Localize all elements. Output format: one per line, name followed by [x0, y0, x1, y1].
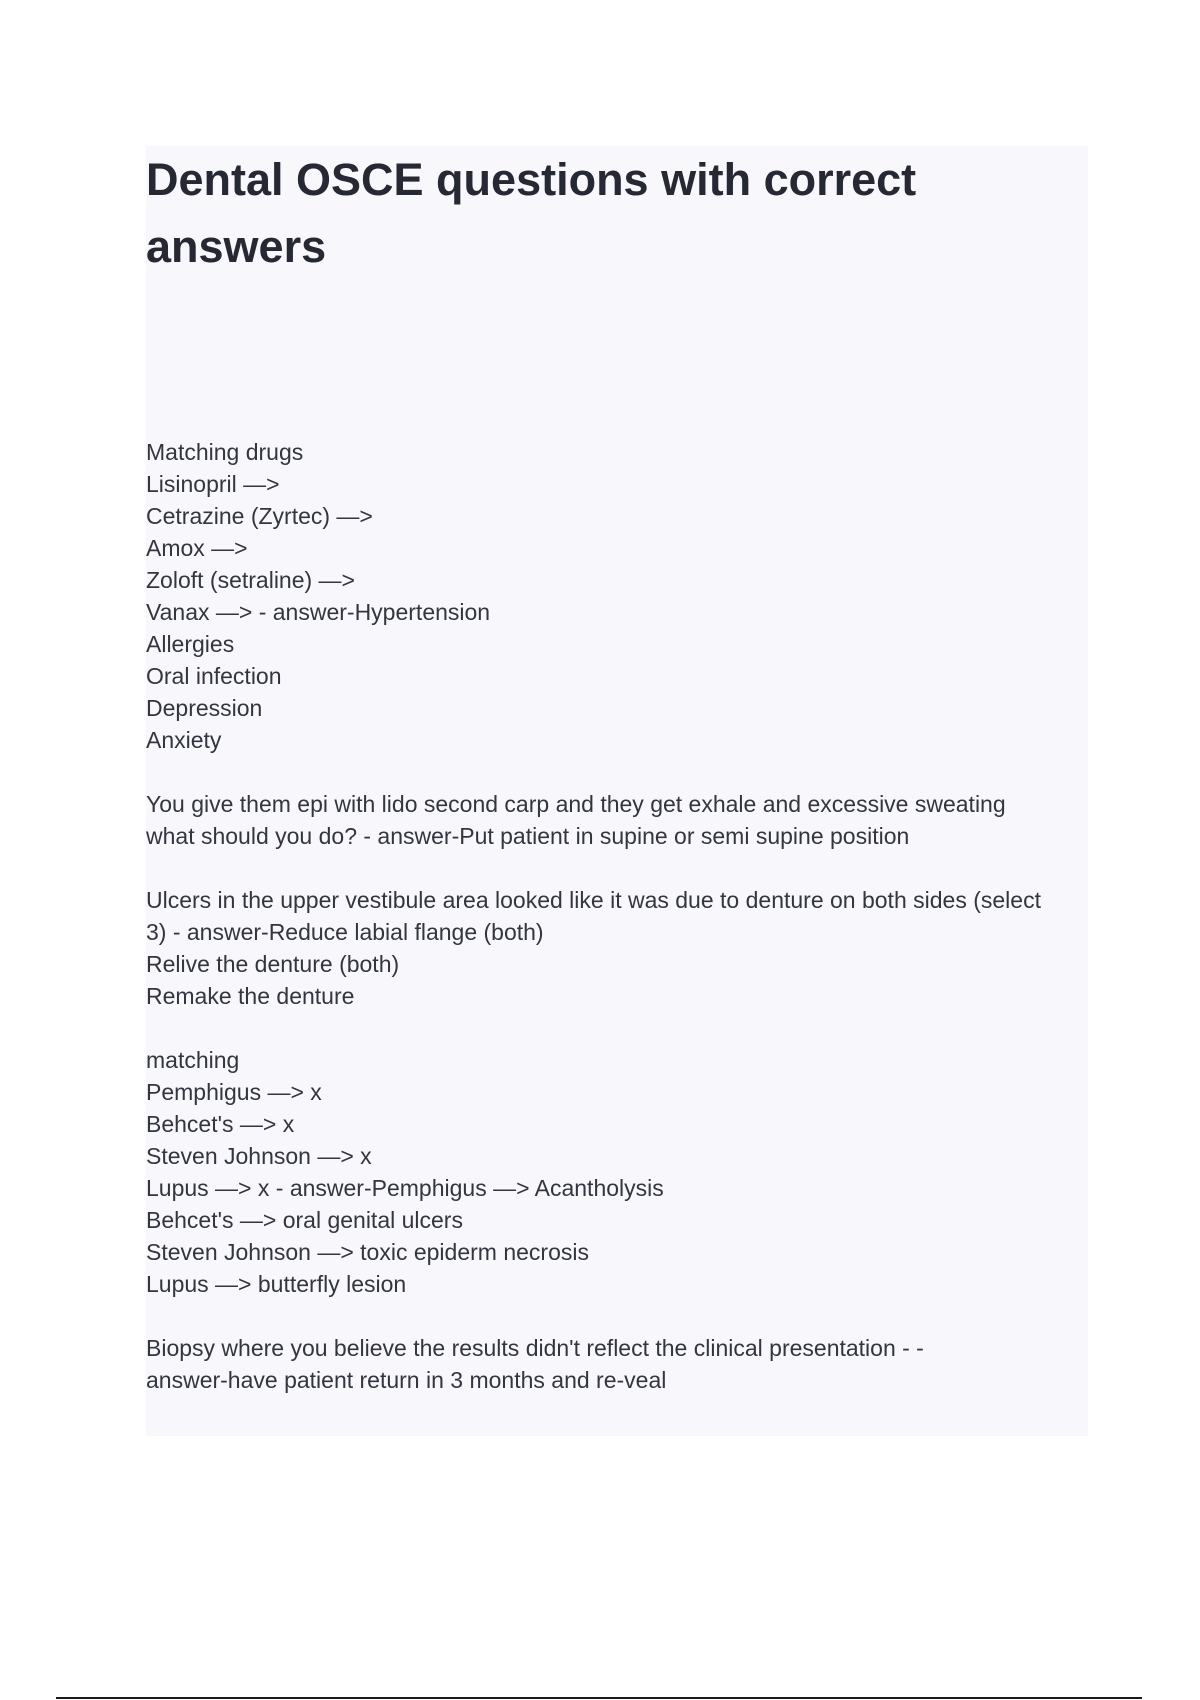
- text-line: Depression: [146, 695, 263, 721]
- text-line: Matching drugs: [146, 439, 304, 465]
- text-line: Lupus —> butterfly lesion: [146, 1271, 407, 1297]
- text-line: Behcet's —> x: [146, 1111, 295, 1137]
- text-line: matching: [146, 1047, 240, 1073]
- text-line: 3) - answer-Reduce labial flange (both): [146, 919, 544, 945]
- text-line: Zoloft (setraline) —>: [146, 567, 355, 593]
- footer-divider: [56, 1697, 1142, 1699]
- question-block: [146, 788, 1088, 852]
- text-line: Amox —>: [146, 535, 248, 561]
- text-line: Lupus —> x - answer-Pemphigus —> Acantholysis: [146, 1175, 664, 1201]
- text-line: Steven Johnson —> x: [146, 1143, 372, 1169]
- text-line: Anxiety: [146, 727, 222, 753]
- question-block: [146, 1044, 1088, 1300]
- text-line: Remake the denture: [146, 983, 355, 1009]
- page-content: [146, 146, 1088, 1436]
- text-line: Ulcers in the upper vestibule area looked like it was due to denture on both sides (select: [146, 887, 1041, 913]
- question-blocks: [146, 436, 1088, 1428]
- question-block: [146, 1332, 1088, 1396]
- text-line: You give them epi with lido second carp and they get exhale and excessive sweating: [146, 791, 1006, 817]
- text-line: answer-have patient return in 3 months and re-veal: [146, 1367, 667, 1393]
- document-title: Dental OSCE questions with correct answers: [146, 154, 917, 272]
- question-block: [146, 884, 1088, 1012]
- text-line: Lisinopril —>: [146, 471, 280, 497]
- question-block: [146, 436, 1088, 756]
- text-line: Relive the denture (both): [146, 951, 400, 977]
- text-line: Oral infection: [146, 663, 282, 689]
- text-line: Pemphigus —> x: [146, 1079, 322, 1105]
- text-line: Steven Johnson —> toxic epiderm necrosis: [146, 1239, 589, 1265]
- text-line: Allergies: [146, 631, 235, 657]
- text-line: Cetrazine (Zyrtec) —>: [146, 503, 373, 529]
- text-line: Behcet's —> oral genital ulcers: [146, 1207, 463, 1233]
- text-line: what should you do? - answer-Put patient in supine or semi supine position: [146, 823, 910, 849]
- text-line: Biopsy where you believe the results didn't reflect the clinical presentation - -: [146, 1335, 924, 1361]
- text-line: Vanax —> - answer-Hypertension: [146, 599, 491, 625]
